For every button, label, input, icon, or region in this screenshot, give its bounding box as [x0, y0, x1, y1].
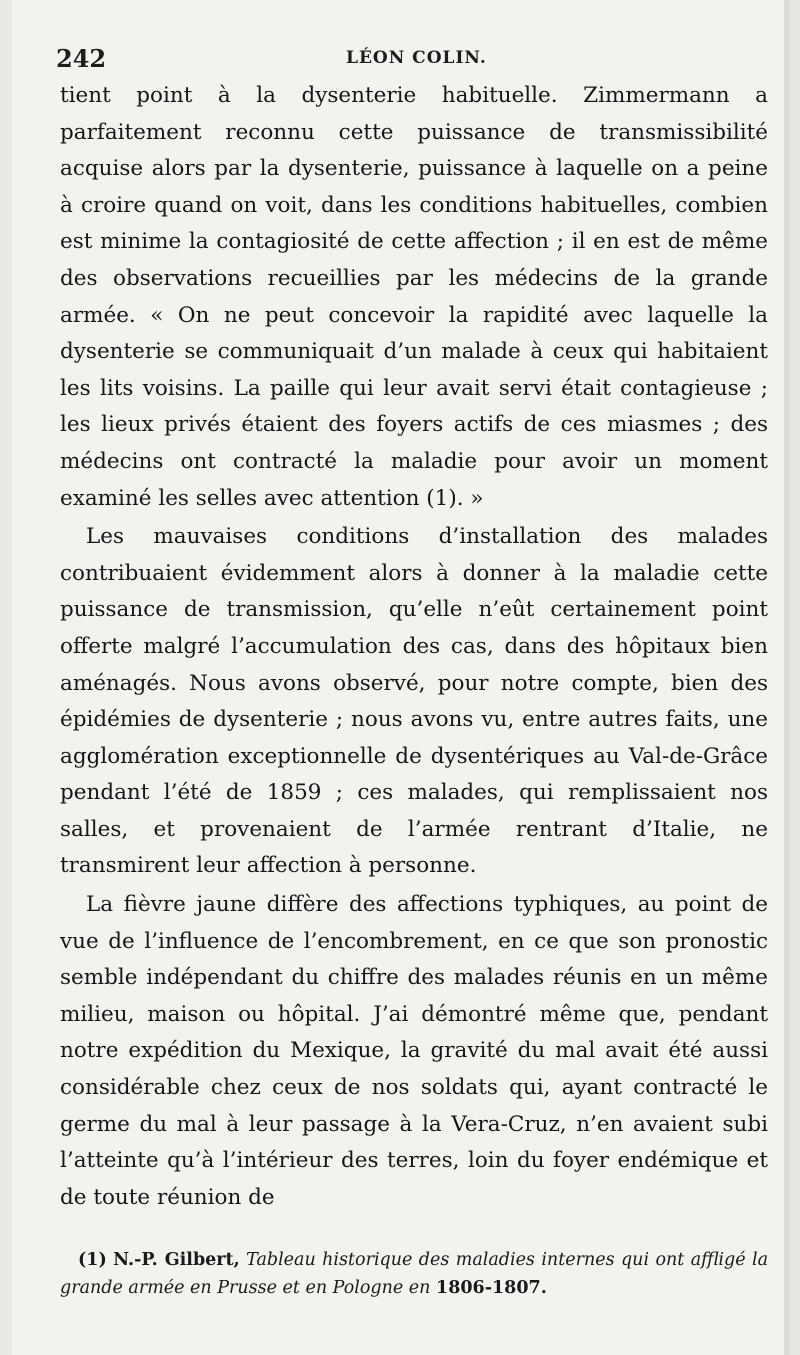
- scan-edge: [784, 0, 790, 1355]
- running-head: LÉON COLIN.: [346, 48, 487, 68]
- paragraph-fievre-jaune: La fièvre jaune diffère des affections typhiques, au point de vue de l’influence de l’encombrement, en ce que son pronostic semble indépendant du chiffre des malades réunis en un même milieu, maison ou hôpital. J’ai démontré même que, pendant notre expédition du Mexique, la gravité du mal avait été aussi considérable chez ceux de nos soldats qui, ayant contracté le germe du mal à leur passage à la Vera-Cruz, n’en avaient subi l’atteinte qu’à l’intérieur des terres, loin du foyer endémique et de toute réunion de: [60, 892, 768, 1210]
- footnote-title-continuation: affligé la grande armée en Prusse et en Pologne en: [60, 1250, 768, 1298]
- footnote-marker: (1): [78, 1250, 107, 1270]
- footnote-author: N.-P. Gilbert,: [113, 1250, 240, 1270]
- page-number: 242: [56, 44, 107, 73]
- footnote-1: [60, 1246, 768, 1302]
- paragraph-continuation: tient point à la dysenterie habituelle. Zimmermann a parfaitement reconnu cette puissance de transmissibilité acquise alors par la dysenterie, puissance à laquelle on a peine à croire quand on voit, dans les conditions habituelles, combien est minime la contagiosité de cette affection ; il en est de même des observations recueillies par les médecins de la grande armée. « On ne peut concevoir la rapidité avec laquelle la dysenterie se communiquait d’un malade à ceux qui habitaient les lits voisins. La paille qui leur avait servi était contagieuse ; les lieux privés étaient des foyers actifs de ces miasmes ; des médecins ont contracté la maladie pour avoir un moment examiné les selles avec attention (1). »: [60, 83, 768, 511]
- paragraph-mauvaises-conditions: Les mauvaises conditions d’installation des malades contribuaient évidemment alors à donner à la maladie cette puissance de transmission, qu’elle n’eût certainement point offerte malgré l’accumulation des cas, dans des hôpitaux bien aménagés. Nous avons observé, pour notre compte, bien des épidémies de dysenterie ; nous avons vu, entre autres faits, une agglomération exceptionnelle de dysentériques au Val-de-Grâce pendant l’été de 1859 ; ces malades, qui remplissaient nos salles, et provenaient de l’armée rentrant d’Italie, ne transmirent leur affection à personne.: [60, 524, 768, 879]
- body-text: [60, 78, 768, 1216]
- footnotes: [60, 1246, 768, 1302]
- footnote-years: 1806-1807.: [436, 1278, 547, 1298]
- page-header: [56, 40, 768, 76]
- footnote-title: Tableau historique des maladies internes qui ont: [246, 1250, 685, 1270]
